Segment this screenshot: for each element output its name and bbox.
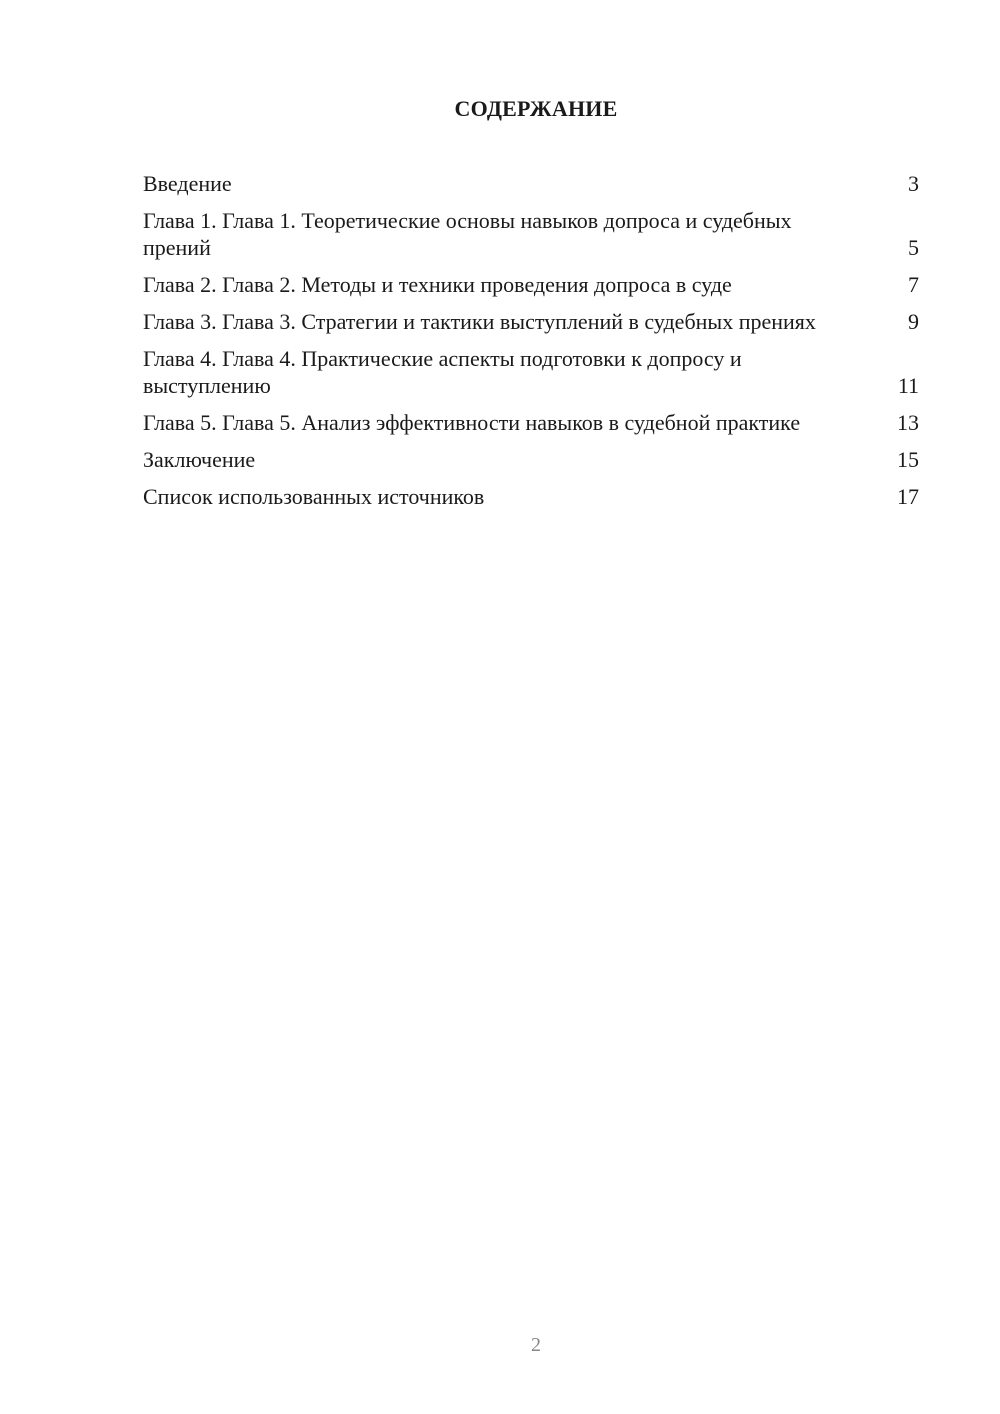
toc-entry-title: Глава 5. Глава 5. Анализ эффективности навыков в судебной практике [143, 410, 801, 435]
toc-entry-page: 11 [897, 373, 919, 398]
toc-entry-title: Заключение [143, 447, 256, 472]
toc-entry-chapter-1[interactable] [143, 207, 919, 261]
toc-list [143, 170, 919, 520]
toc-entry-title: Глава 1. Глава 1. Теоретические основы навыков допроса и судебных прений [143, 208, 792, 260]
toc-entry-references[interactable] [143, 483, 919, 510]
toc-entry-title: Глава 2. Глава 2. Методы и техники проведения допроса в суде [143, 272, 732, 297]
toc-entry-chapter-3[interactable] [143, 308, 919, 335]
toc-entry-page: 15 [897, 447, 919, 472]
toc-entry-introduction[interactable] [143, 170, 919, 197]
toc-entry-title: Глава 4. Глава 4. Практические аспекты подготовки к допросу и выступлению [143, 346, 742, 398]
toc-entry-page: 3 [908, 171, 919, 196]
toc-heading: СОДЕРЖАНИЕ [454, 96, 618, 121]
toc-entry-page: 9 [908, 309, 919, 334]
page-number: 2 [531, 1334, 541, 1356]
toc-entry-page: 13 [897, 410, 919, 435]
toc-entry-title: Список использованных источников [143, 484, 485, 509]
toc-entry-chapter-5[interactable] [143, 409, 919, 436]
toc-entry-chapter-2[interactable] [143, 271, 919, 298]
toc-entry-chapter-4[interactable] [143, 345, 919, 399]
toc-entry-page: 7 [908, 272, 919, 297]
toc-entry-page: 5 [908, 235, 919, 260]
toc-entry-title: Глава 3. Глава 3. Стратегии и тактики выступлений в судебных прениях [143, 309, 816, 334]
toc-entry-title: Введение [143, 171, 232, 196]
toc-entry-page: 17 [897, 484, 919, 509]
toc-entry-conclusion[interactable] [143, 446, 919, 473]
